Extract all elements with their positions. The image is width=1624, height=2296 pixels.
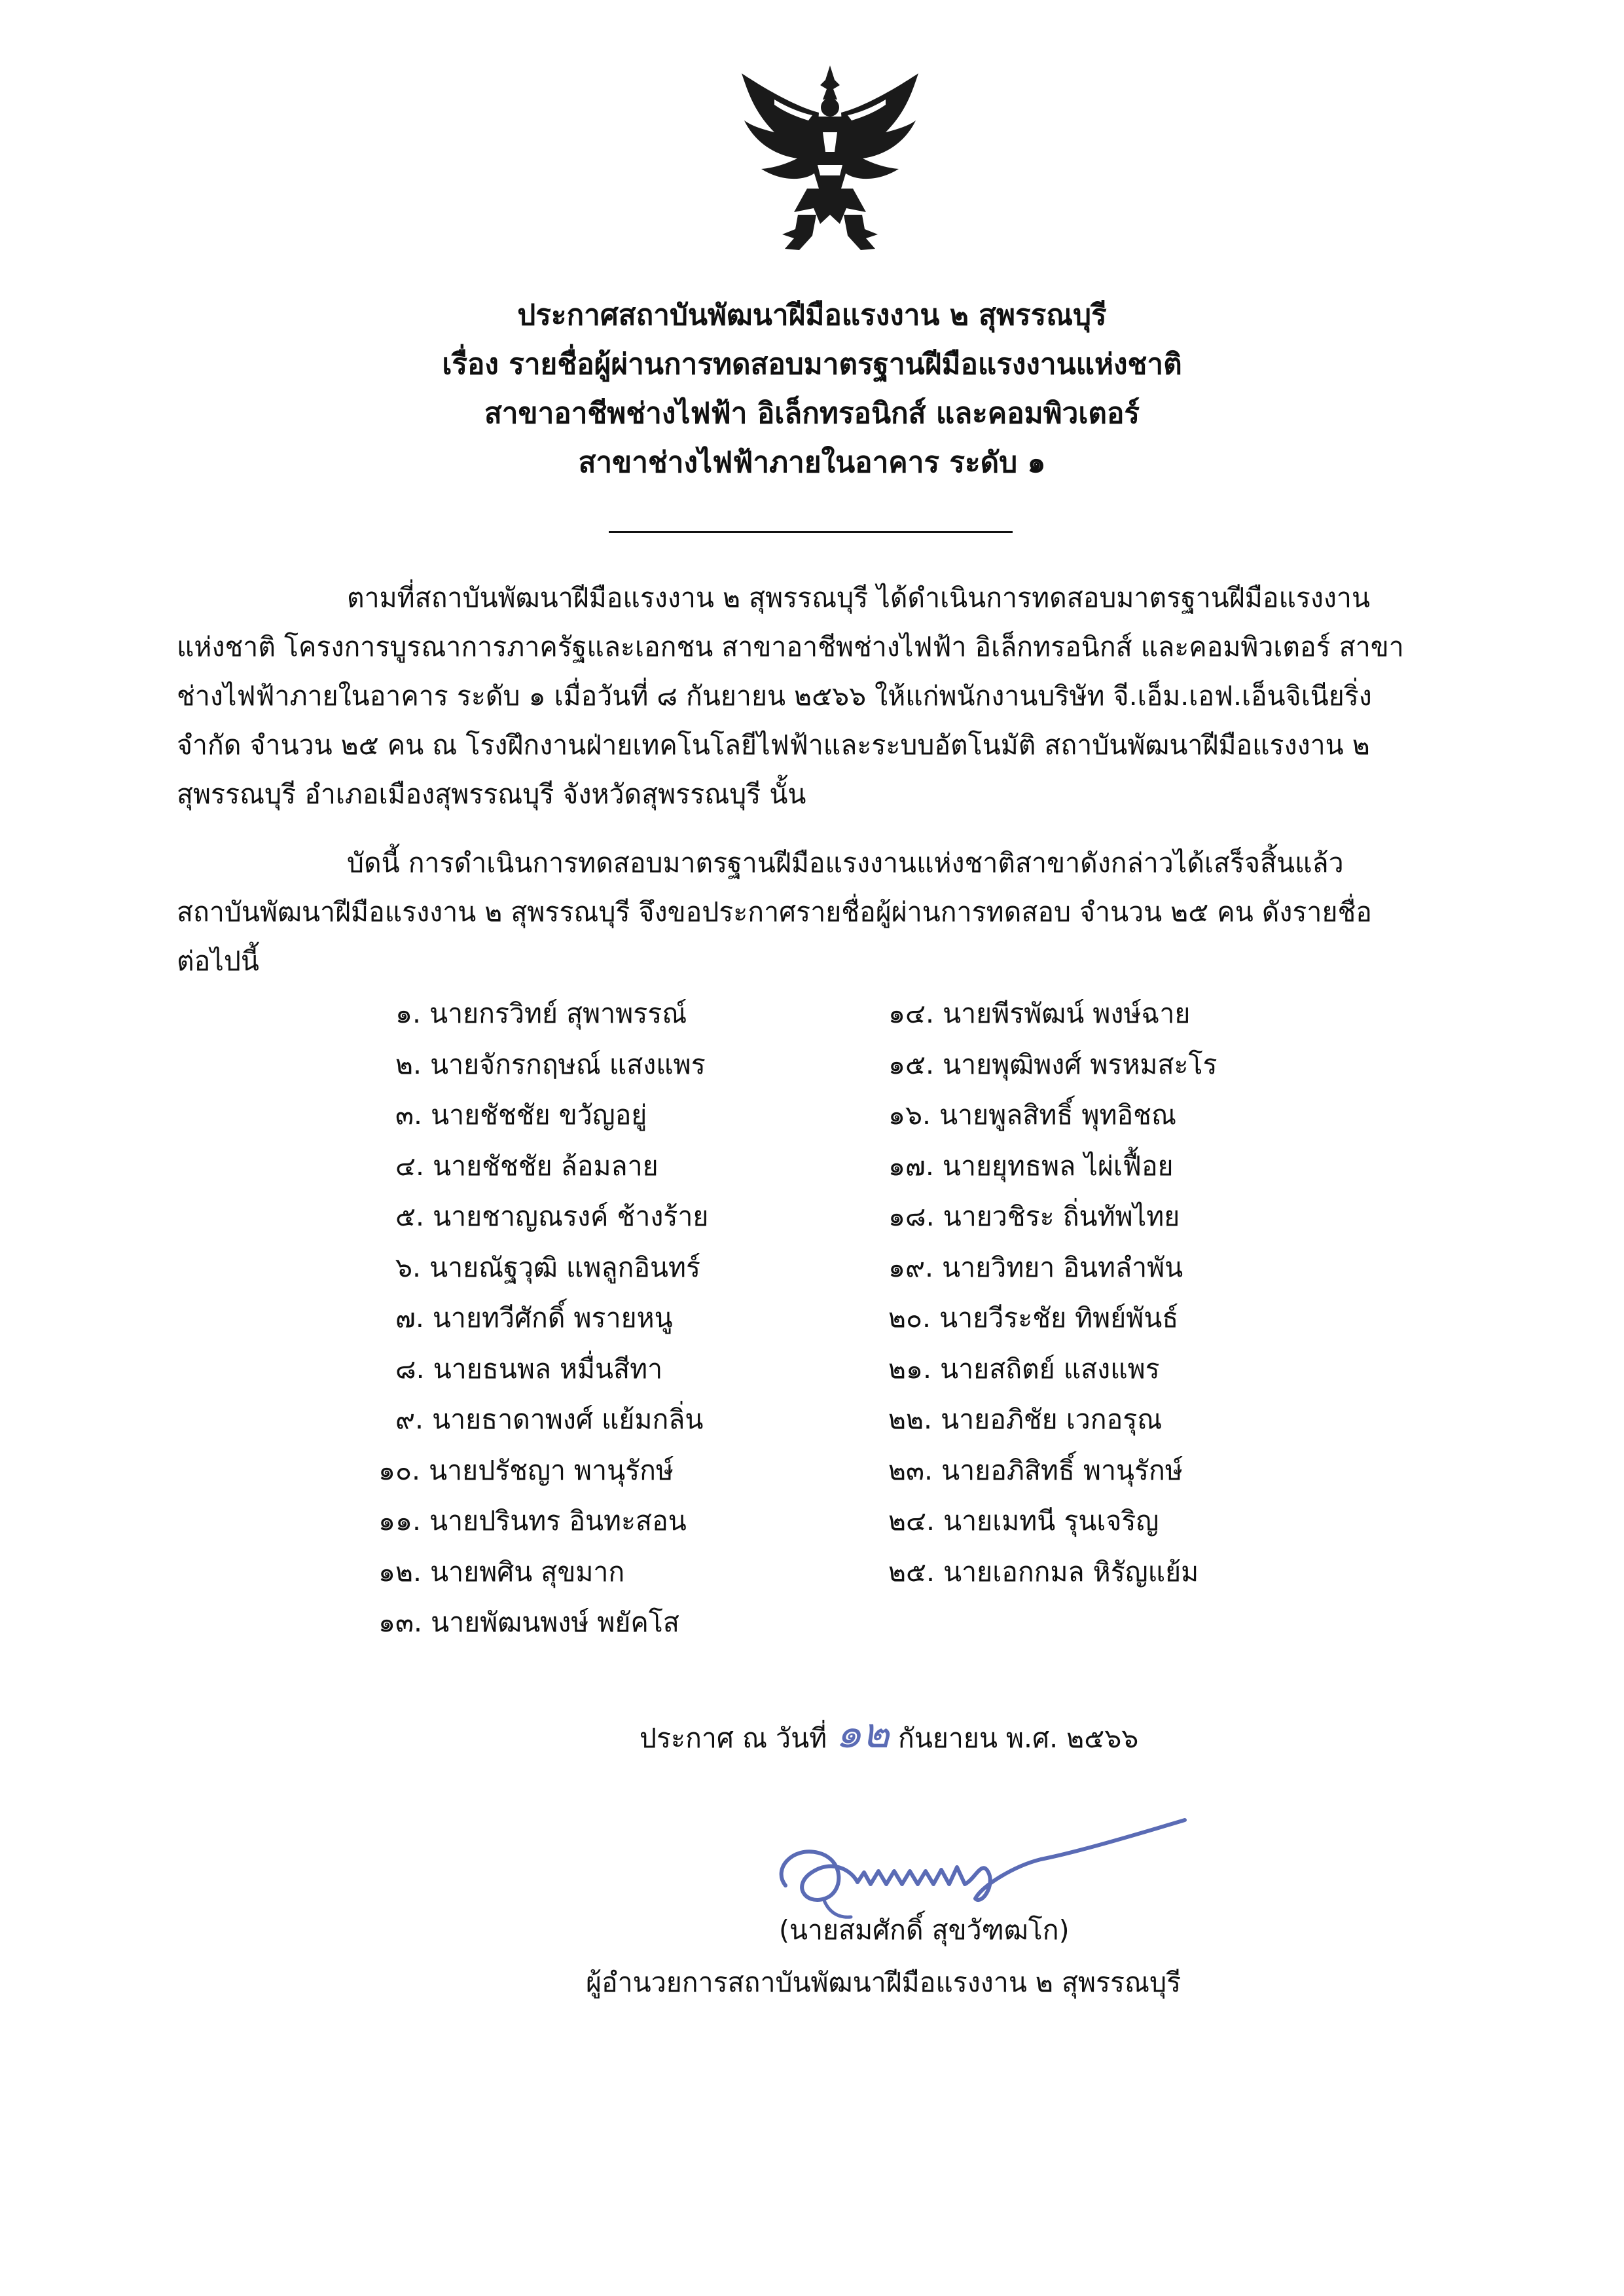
paragraph2-line: สถาบันพัฒนาฝีมือแรงงาน ๒ สุพรรณบุรี จึงขอประกาศรายชื่อผู้ผ่านการทดสอบ จำนวน ๒๕ คน ดังรายชื่อ (177, 896, 1372, 928)
candidate-name-item: ๑๕. นายพุฒิพงศ์ พรหมสะโร (888, 1049, 1218, 1080)
candidate-name-item: ๑๓. นายพัฒนพงษ์ พยัคโส (378, 1607, 679, 1638)
candidate-name-item: ๒๕. นายเอกกมล หิรัญแย้ม (888, 1556, 1199, 1588)
candidate-name-item: ๗. นายทวีศักดิ์ พรายหนู (395, 1302, 673, 1334)
date-day-handwritten: ๑๒ (835, 1709, 890, 1758)
date-suffix: กันยายน พ.ศ. ๒๕๖๖ (898, 1722, 1139, 1754)
paragraph1-line: จำกัด จำนวน ๒๕ คน ณ โรงฝึกงานฝ่ายเทคโนโลยีไฟฟ้าและระบบอัตโนมัติ สถาบันพัฒนาฝีมือแรงงาน ๒ (177, 729, 1370, 761)
announcement-date (640, 1709, 1139, 1758)
candidate-name-item: ๑๘. นายวชิระ ถิ่นทัพไทย (888, 1201, 1180, 1232)
signer-name: (นายสมศักดิ์ สุขวัฑฒโก) (779, 1914, 1070, 1946)
paragraph2-line: ต่อไปนี้ (177, 945, 259, 977)
candidate-name-item: ๑๗. นายยุทธพล ไผ่เฟื้อย (888, 1150, 1174, 1182)
title-divider (609, 531, 1013, 533)
paragraph1-line: แห่งชาติ โครงการบูรณาการภาครัฐและเอกชน สาขาอาชีพช่างไฟฟ้า อิเล็กทรอนิกส์ และคอมพิวเตอร์ สาขา (177, 631, 1404, 663)
announcement-occupation-branch: สาขาอาชีพช่างไฟฟ้า อิเล็กทรอนิกส์ และคอมพิวเตอร์ (484, 397, 1140, 430)
candidate-name-item: ๒. นายจักรกฤษณ์ แสงแพร (395, 1049, 706, 1080)
paragraph1-line: ตามที่สถาบันพัฒนาฝีมือแรงงาน ๒ สุพรรณบุรี ได้ดำเนินการทดสอบมาตรฐานฝีมือแรงงาน (347, 582, 1370, 613)
signer-position: ผู้อำนวยการสถาบันพัฒนาฝีมือแรงงาน ๒ สุพรรณบุรี (586, 1967, 1182, 1998)
candidate-name-item: ๑๙. นายวิทยา อินทลำพัน (888, 1252, 1183, 1283)
candidate-name-item: ๑. นายกรวิทย์ สุพาพรรณ์ (395, 998, 687, 1029)
candidate-name-item: ๘. นายธนพล หมื่นสีทา (395, 1353, 663, 1385)
candidate-name-item: ๑๑. นายปรินทร อินทะสอน (378, 1505, 687, 1537)
candidate-name-item: ๕. นายชาญณรงค์ ช้างร้าย (395, 1201, 709, 1232)
candidate-name-item: ๑๐. นายปรัชญา พานุรักษ์ (378, 1455, 674, 1486)
garuda-emblem-icon (735, 60, 925, 257)
candidate-name-item: ๑๖. นายพูลสิทธิ์ พุทอิชณ (888, 1099, 1176, 1131)
candidate-name-item: ๒๒. นายอภิชัย เวกอรุณ (888, 1404, 1163, 1435)
paragraph1-line: ช่างไฟฟ้าภายในอาคาร ระดับ ๑ เมื่อวันที่ ๘ กันยายน ๒๕๖๖ ให้แก่พนักงานบริษัท จี.เอ็ม.เอฟ.เอ็นจิเนียริ่ง (177, 680, 1372, 712)
candidate-name-item: ๑๒. นายพศิน สุขมาก (378, 1556, 625, 1588)
candidate-name-item: ๒๔. นายเมทนี รุนเจริญ (888, 1505, 1159, 1537)
date-prefix: ประกาศ ณ วันที่ (640, 1722, 827, 1754)
candidate-name-item: ๔. นายชัชชัย ล้อมลาย (395, 1150, 659, 1182)
candidate-name-item: ๙. นายธาดาพงศ์ แย้มกลิ่น (395, 1404, 704, 1435)
candidate-name-item: ๖. นายณัฐวุฒิ แพลูกอินทร์ (395, 1252, 701, 1283)
paragraph1-line: สุพรรณบุรี อำเภอเมืองสุพรรณบุรี จังหวัดสุพรรณบุรี นั้น (177, 778, 806, 810)
candidate-name-item: ๒๐. นายวีระชัย ทิพย์พันธ์ (888, 1302, 1179, 1334)
candidate-name-item: ๑๔. นายพีรพัฒน์ พงษ์ฉาย (888, 998, 1191, 1029)
candidate-name-item: ๓. นายชัชชัย ขวัญอยู่ (395, 1099, 647, 1131)
announcement-title: ประกาศสถาบันพัฒนาฝีมือแรงงาน ๒ สุพรรณบุรี (517, 299, 1107, 332)
candidate-name-item: ๒๑. นายสถิตย์ แสงแพร (888, 1353, 1160, 1385)
announcement-subject: เรื่อง รายชื่อผู้ผ่านการทดสอบมาตรฐานฝีมือแรงงานแห่งชาติ (442, 348, 1182, 381)
announcement-trade-level: สาขาช่างไฟฟ้าภายในอาคาร ระดับ ๑ (578, 446, 1046, 479)
paragraph2-line: บัดนี้ การดำเนินการทดสอบมาตรฐานฝีมือแรงงานแห่งชาติสาขาดังกล่าวได้เสร็จสิ้นแล้ว (347, 847, 1344, 879)
candidate-name-item: ๒๓. นายอภิสิทธิ์ พานุรักษ์ (888, 1455, 1183, 1486)
